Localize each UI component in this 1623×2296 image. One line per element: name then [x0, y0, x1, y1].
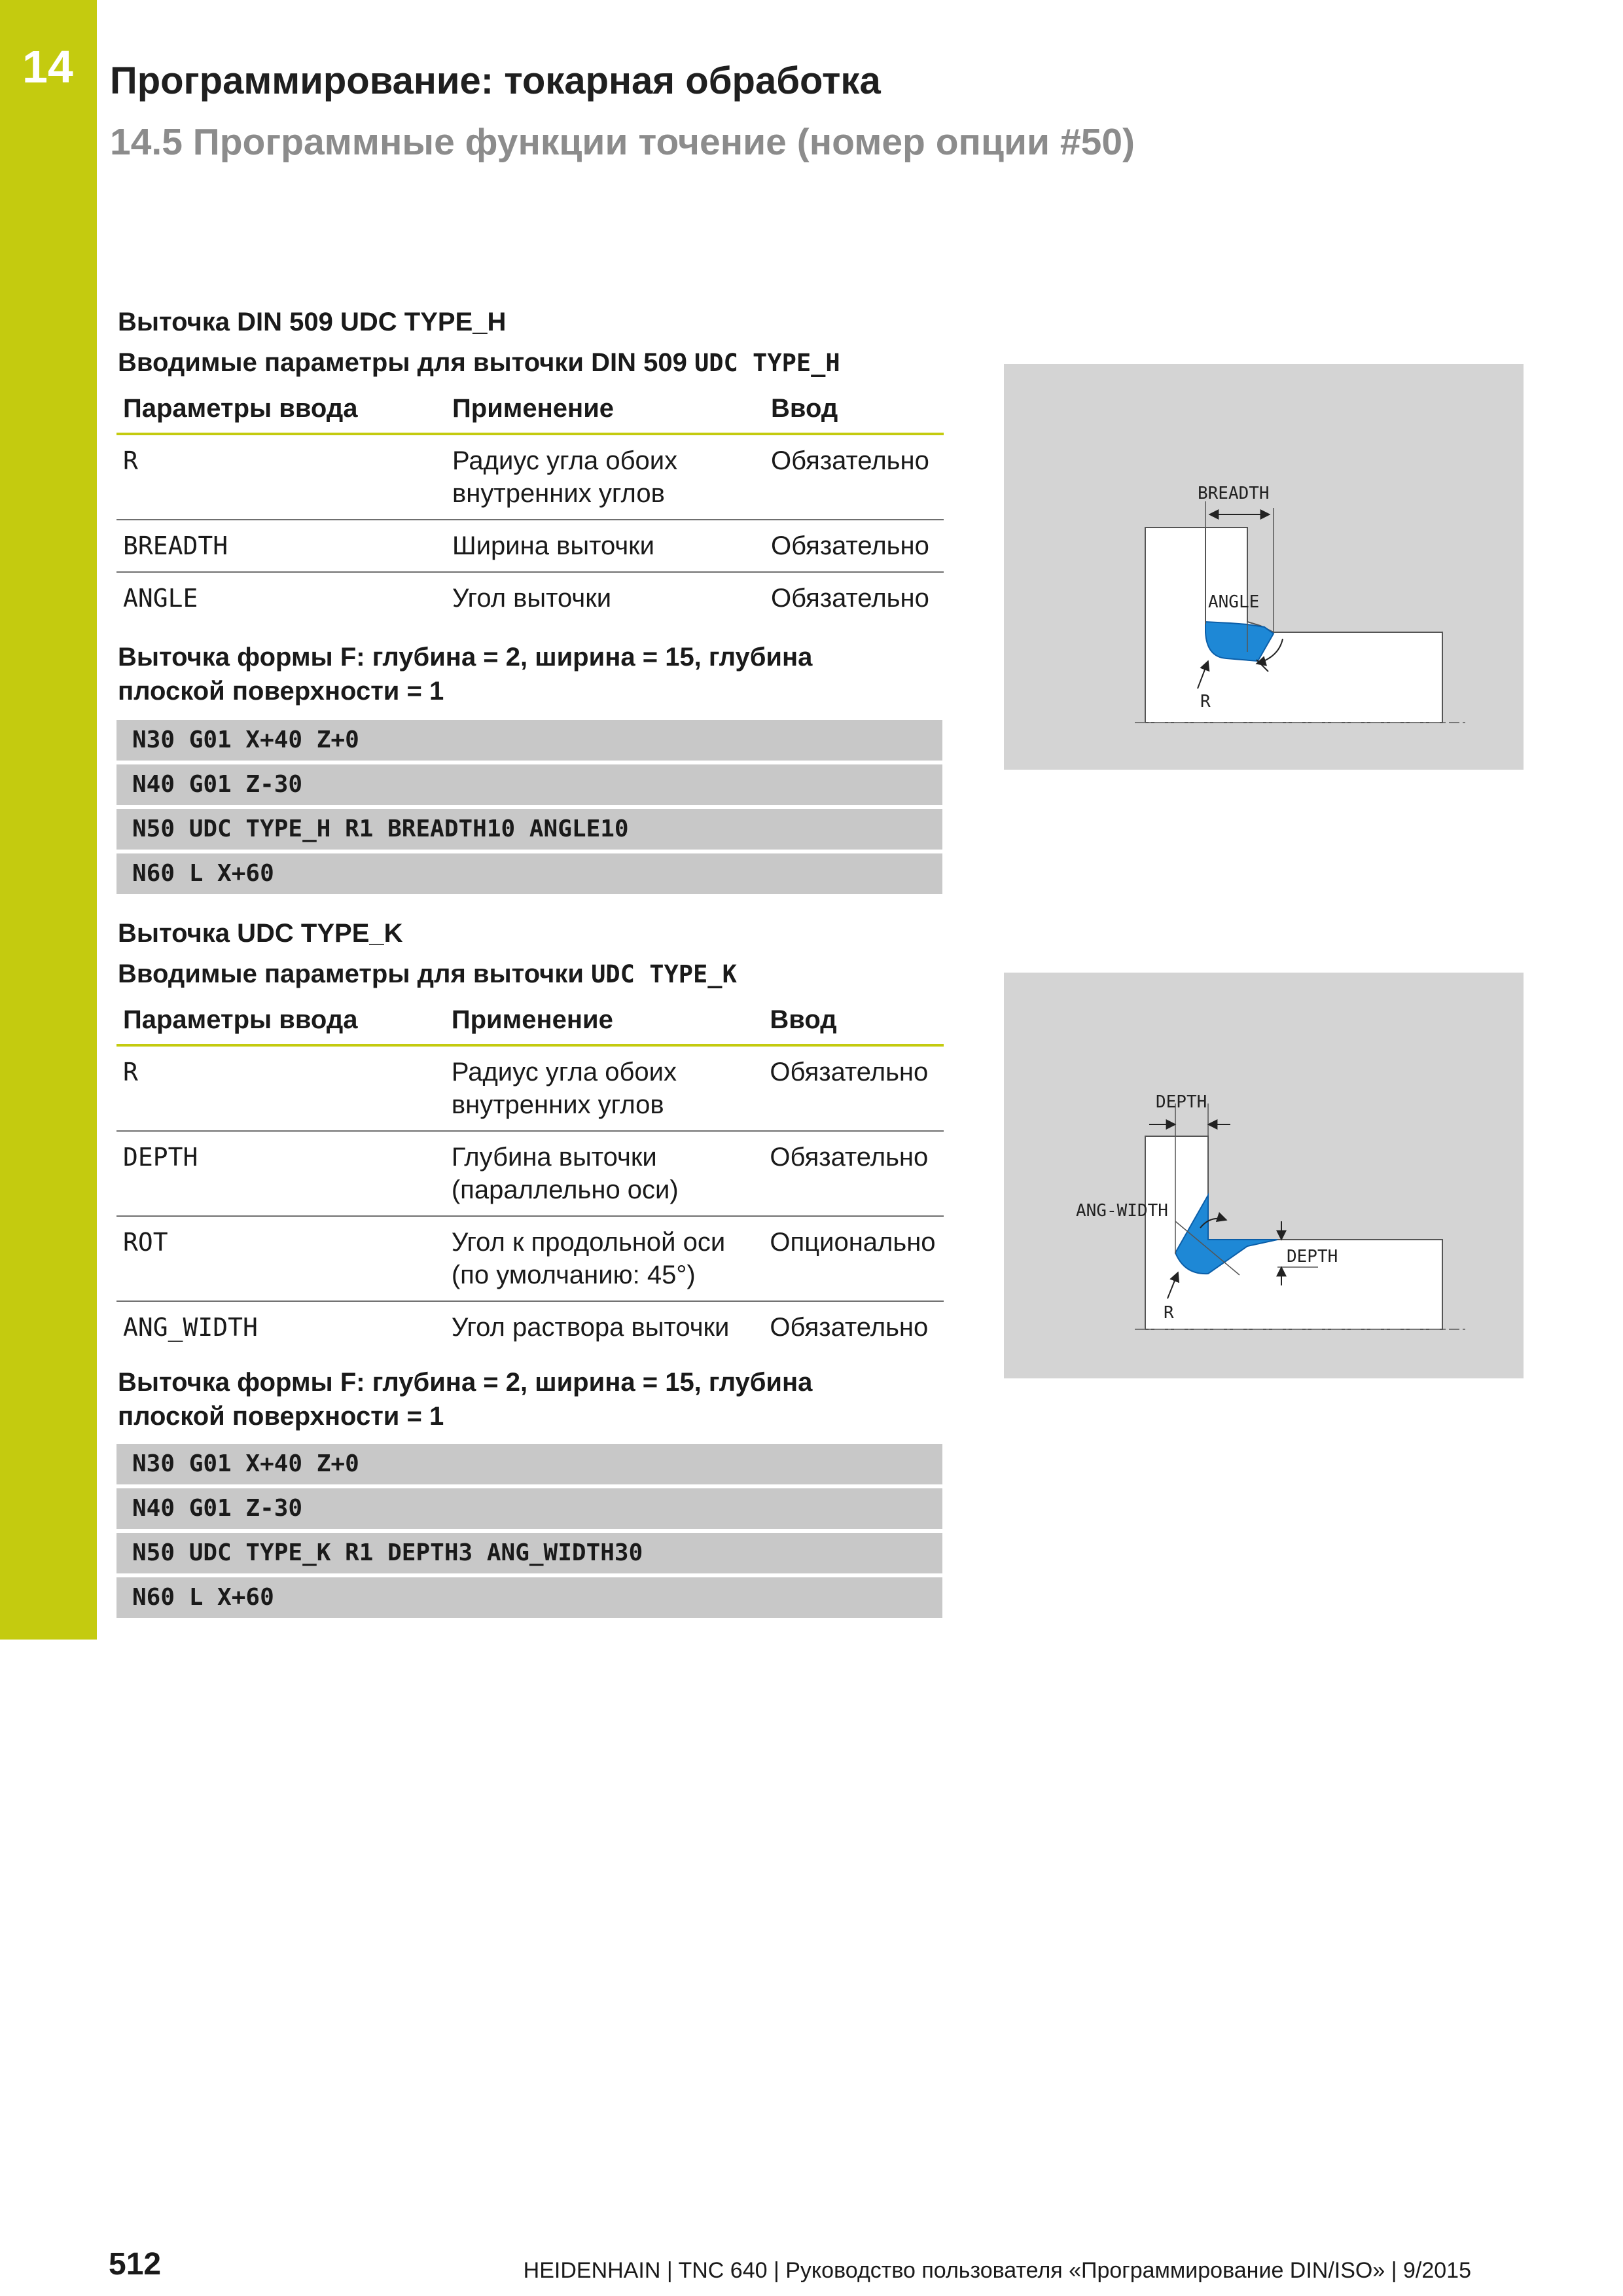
section-k-title: Выточка UDC TYPE_K [118, 919, 403, 948]
section-h-subtitle [118, 348, 840, 378]
param-name: ANG_WIDTH [123, 1313, 258, 1342]
page-number: 512 [109, 2247, 162, 2282]
param-usage: Радиус угла обоих внутренних углов [445, 1045, 764, 1131]
section-k-subtitle [118, 960, 737, 989]
param-input: Обязательно [764, 434, 944, 520]
param-usage: Угол раствора выточки [451, 1313, 730, 1342]
param-input: Обязательно [763, 1131, 944, 1216]
col-header-param: Параметры ввода [116, 996, 445, 1045]
code-line: N50 UDC TYPE_H R1 BREADTH10 ANGLE10 [116, 809, 942, 850]
table-row [116, 1045, 944, 1131]
section-k-example-title-2: плоской поверхности = 1 [118, 1402, 444, 1431]
param-name: ANGLE [123, 584, 198, 613]
section-h-subtitle-code: UDC TYPE_H [694, 349, 840, 377]
workpiece-outline [1145, 528, 1442, 723]
figure-type-h-drawing [1004, 364, 1524, 770]
figure-type-h [1004, 364, 1524, 770]
col-header-input: Ввод [764, 385, 944, 434]
figure-type-k [1004, 973, 1524, 1378]
code-line: N50 UDC TYPE_K R1 DEPTH3 ANG_WIDTH30 [116, 1533, 942, 1573]
section-subtitle: 14.5 Программные функции точение (номер опции #50) [110, 121, 1135, 163]
figure-label-breadth: BREADTH [1198, 484, 1270, 503]
param-input: Обязательно [764, 520, 944, 572]
section-k-code-block [116, 1444, 942, 1622]
section-k-subtitle-code: UDC TYPE_K [591, 960, 737, 988]
page-title: Программирование: токарная обработка [110, 60, 881, 102]
table-row [116, 1216, 944, 1301]
param-usage: Угол выточки [452, 584, 612, 613]
chapter-sidebar [0, 0, 97, 1640]
col-header-param: Параметры ввода [116, 385, 446, 434]
param-name: DEPTH [116, 1131, 445, 1216]
section-k-example-title-1: Выточка формы F: глубина = 2, ширина = 15, глубина [118, 1368, 813, 1397]
param-input: Обязательно [771, 584, 929, 613]
param-usage: Угол к продольной оси (по умолчанию: 45°) [445, 1216, 764, 1301]
param-input: Обязательно [763, 1045, 944, 1131]
figure-label-ang-width: ANG-WIDTH [1076, 1201, 1168, 1221]
section-h-code-block [116, 720, 942, 898]
code-line: N30 G01 X+40 Z+0 [116, 720, 942, 761]
table-header-row [116, 385, 944, 434]
section-k-subtitle-text: Вводимые параметры для выточки [118, 960, 592, 988]
param-input: Опционально [763, 1216, 944, 1301]
footer-text: HEIDENHAIN | TNC 640 | Руководство пользователя «Программирование DIN/ISO» | 9/2015 [523, 2258, 1471, 2283]
code-line: N40 G01 Z-30 [116, 1488, 942, 1529]
figure-label-r: R [1200, 692, 1211, 711]
param-name: ROT [116, 1216, 445, 1301]
param-input: Обязательно [770, 1313, 929, 1342]
table-row [116, 520, 944, 572]
chapter-number: 14 [22, 41, 73, 92]
figure-label-depth-right: DEPTH [1287, 1247, 1338, 1266]
table-header-row [116, 996, 944, 1045]
figure-label-angle: ANGLE [1208, 592, 1260, 612]
table-row [116, 572, 944, 624]
col-header-usage: Применение [446, 385, 764, 434]
section-h-params-table [116, 385, 944, 624]
param-usage: Глубина выточки (параллельно оси) [445, 1131, 764, 1216]
section-h-example-title-1: Выточка формы F: глубина = 2, ширина = 15, глубина [118, 643, 813, 672]
figure-label-r: R [1164, 1303, 1174, 1323]
table-row [116, 1131, 944, 1216]
code-line: N30 G01 X+40 Z+0 [116, 1444, 942, 1484]
col-header-input: Ввод [763, 996, 944, 1045]
param-usage: Радиус угла обоих внутренних углов [446, 434, 764, 520]
code-line: N40 G01 Z-30 [116, 764, 942, 805]
param-usage: Ширина выточки [446, 520, 764, 572]
table-row [116, 434, 944, 520]
figure-type-k-drawing [1004, 973, 1524, 1378]
code-line: N60 L X+60 [116, 1577, 942, 1618]
section-h-title: Выточка DIN 509 UDC TYPE_H [118, 308, 507, 336]
col-header-usage: Применение [445, 996, 764, 1045]
section-k-params-table [116, 996, 944, 1353]
figure-label-depth-top: DEPTH [1156, 1092, 1207, 1112]
section-h-subtitle-text: Вводимые параметры для выточки DIN 509 [118, 348, 694, 377]
code-line: N60 L X+60 [116, 853, 942, 894]
param-name: R [116, 1045, 445, 1131]
section-h-example-title-2: плоской поверхности = 1 [118, 677, 444, 706]
param-name: R [116, 434, 446, 520]
table-row [116, 1301, 944, 1353]
param-name: BREADTH [116, 520, 446, 572]
